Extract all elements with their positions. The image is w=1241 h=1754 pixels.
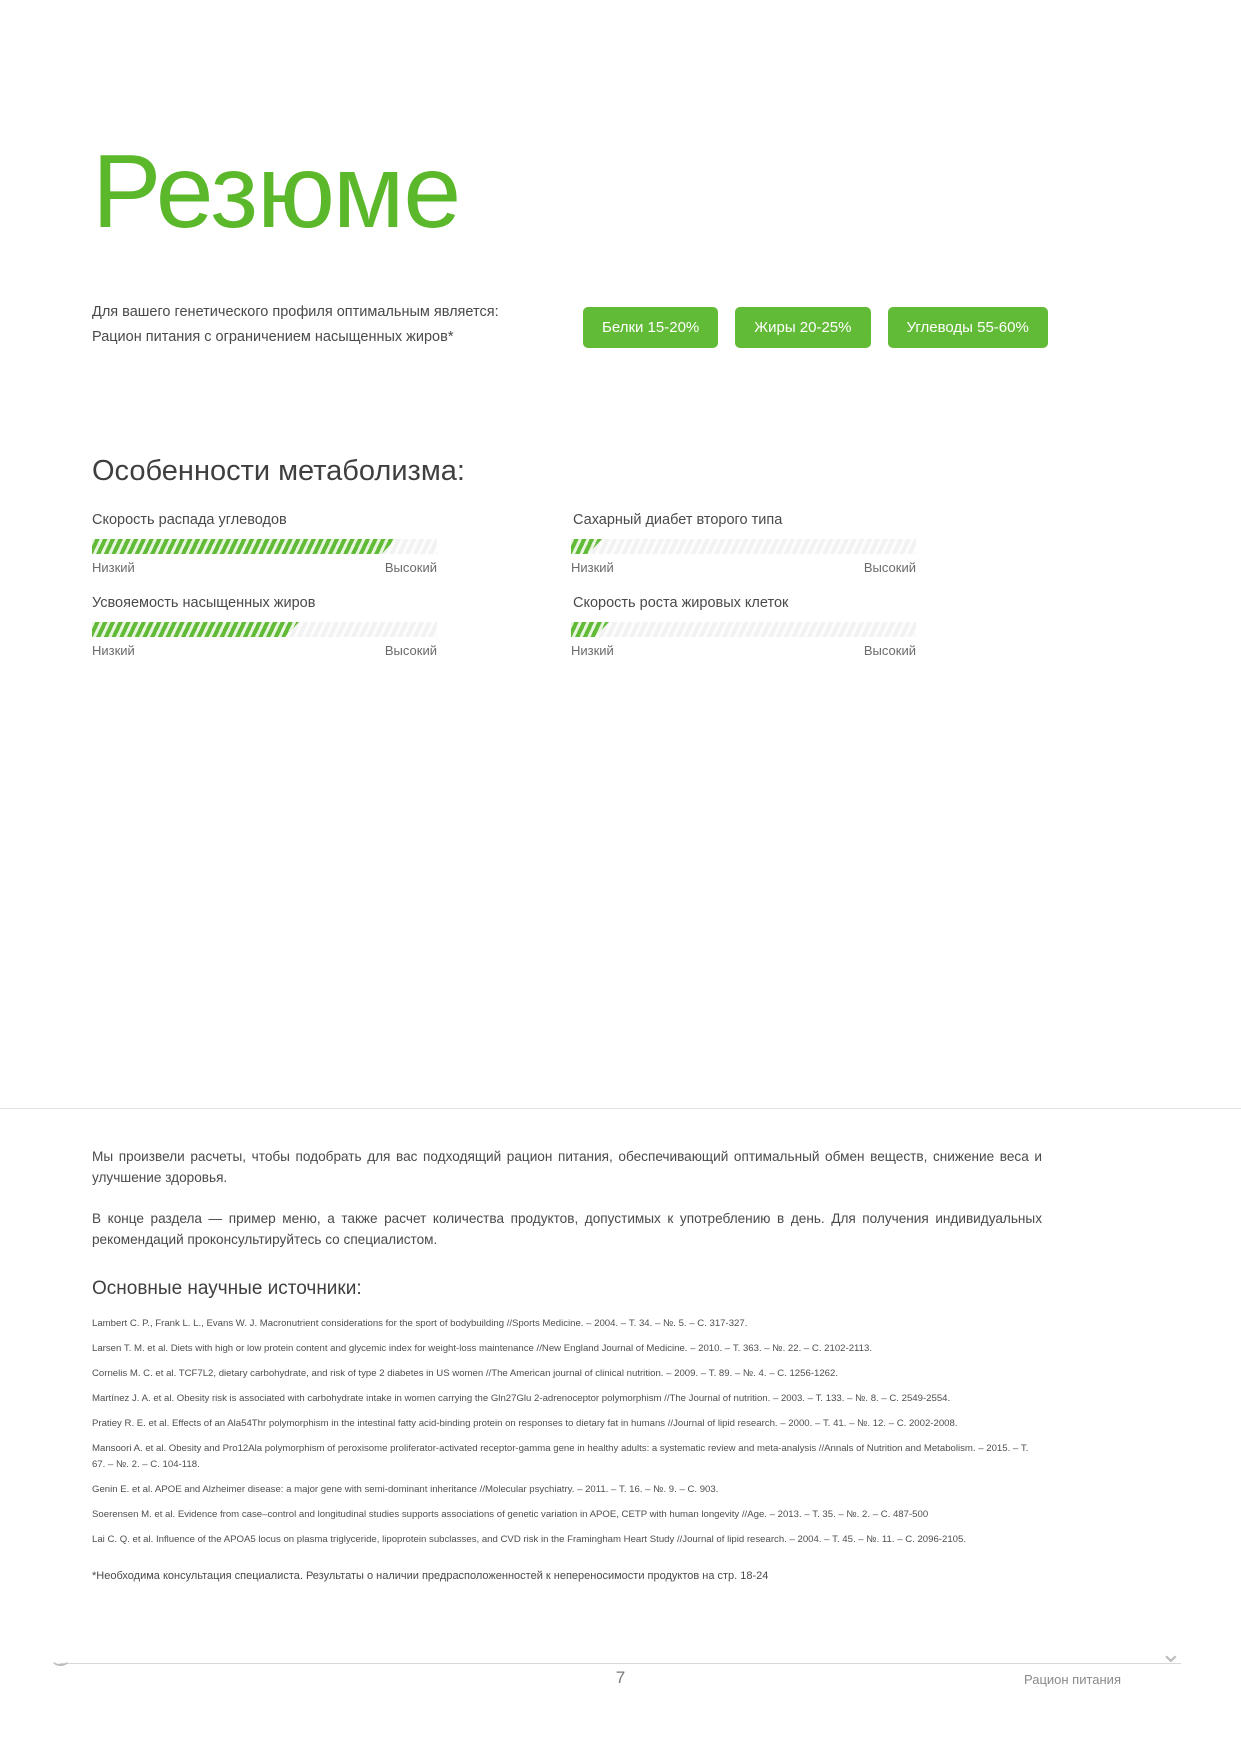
meter-row <box>92 595 1152 678</box>
source-item: Mansoori A. et al. Obesity and Pro12Ala polymorphism of peroxisome proliferator-activated receptor-gamma gene in healthy adults: a systematic review and meta-analysis //Annals of Nutrition and Metabolism. – 2015. – Т. 67. – №. 2. – С. 104-118. <box>92 1443 1029 1470</box>
meter-row <box>92 512 1152 595</box>
meter-track <box>571 539 916 554</box>
page-title: Резюме <box>92 134 461 250</box>
source-item: Genin E. et al. APOE and Alzheimer disease: a major gene with semi-dominant inheritance //Molecular psychiatry. – 2011. – Т. 16. – №. 9. – С. 903. <box>92 1484 719 1495</box>
source-item: Lai C. Q. et al. Influence of the APOA5 locus on plasma triglyceride, lipoprotein subclasses, and CVD risk in the Framingham Heart Study //Journal of lipid research. – 2004. – Т. 45. – №. 11. – С. 2096-2105. <box>92 1534 967 1545</box>
meter-scale <box>92 643 437 658</box>
meter-track <box>92 622 437 637</box>
page-number: 7 <box>615 1668 626 1687</box>
meter-fill <box>571 622 609 637</box>
meter-scale-low: Низкий <box>571 643 614 658</box>
footer-divider <box>60 1663 1181 1664</box>
section-divider <box>0 1108 1241 1109</box>
source-item: Martínez J. A. et al. Obesity risk is associated with carbohydrate intake in women carrying the Gln27Glu 2-adrenoceptor polymorphism //The Journal of nutrition. – 2003. – Т. 133. – №. 8. – С. 2549-2554. <box>92 1393 951 1404</box>
meter-scale-high: Высокий <box>863 560 916 575</box>
intro-line-2: Рацион питания с ограничением насыщенных жиров* <box>92 329 454 345</box>
meter-label: Сахарный диабет второго типа <box>573 512 783 528</box>
meter-track <box>571 622 916 637</box>
summary-paragraph-2: В конце раздела — пример меню, а также расчет количества продуктов, допустимых к употреблению в день. Для получения индивидуальных рекомендаций проконсультируйтесь со специалистом. <box>92 1211 1042 1247</box>
meter-scale <box>571 560 916 575</box>
source-item: Lambert C. P., Frank L. L., Evans W. J. Macronutrient considerations for the sport of bodybuilding //Sports Medicine. – 2004. – Т. 34. – №. 5. – С. 317-327. <box>92 1318 748 1329</box>
meter-label: Усвояемость насыщенных жиров <box>92 595 316 611</box>
meter-scale-low: Низкий <box>92 560 135 575</box>
meter-type2-diabetes <box>571 512 916 575</box>
summary-paragraph-1: Мы произвели расчеты, чтобы подобрать для вас подходящий рацион питания, обеспечивающий оптимальный обмен веществ, снижение веса и улучшение здоровья. <box>92 1149 1042 1185</box>
source-item: Larsen T. M. et al. Diets with high or low protein content and glycemic index for weight-loss maintenance //New England Journal of Medicine. – 2010. – Т. 363. – №. 22. – С. 2102-2113. <box>92 1343 872 1354</box>
meter-scale-high: Высокий <box>384 560 437 575</box>
footer-swash-left-icon: ⌣ <box>52 1646 70 1676</box>
macro-pill-carbs: Углеводы 55-60% <box>888 307 1048 348</box>
intro-line-1: Для вашего генетического профиля оптимальным является: <box>92 304 499 320</box>
source-item: Soerensen M. et al. Evidence from case–control and longitudinal studies supports associations of genetic variation in APOE, CETP with human longevity //Age. – 2013. – Т. 35. – №. 2. – С. 487-500 <box>92 1509 929 1520</box>
meter-label: Скорость распада углеводов <box>92 512 287 528</box>
meter-scale-high: Высокий <box>384 643 437 658</box>
footnote: *Необходима консультация специалиста. Результаты о наличии предрасположенностей к непереносимости продуктов на стр. 18-24 <box>92 1570 769 1582</box>
macro-pill-fat: Жиры 20-25% <box>735 307 870 348</box>
meter-scale-low: Низкий <box>571 560 614 575</box>
metabolism-heading: Особенности метаболизма: <box>92 455 465 487</box>
meter-label: Скорость роста жировых клеток <box>573 595 789 611</box>
meter-scale-high: Высокий <box>863 643 916 658</box>
meter-fill <box>92 622 299 637</box>
meter-fill <box>571 539 602 554</box>
footer-swash-right-icon: ⌄ <box>1160 1638 1182 1668</box>
source-item: Pratiey R. E. et al. Effects of an Ala54Thr polymorphism in the intestinal fatty acid-binding protein on responses to dietary fat in humans //Journal of lipid research. – 2000. – Т. 41. – №. 12. – С. 2002-2008. <box>92 1418 958 1429</box>
meter-scale <box>571 643 916 658</box>
source-item: Cornelis M. C. et al. TCF7L2, dietary carbohydrate, and risk of type 2 diabetes in US women //The American journal of clinical nutrition. – 2009. – Т. 89. – №. 4. – С. 1256-1262. <box>92 1368 839 1379</box>
meter-scale-low: Низкий <box>92 643 135 658</box>
meter-carb-breakdown-speed <box>92 512 437 575</box>
metabolism-meters <box>92 512 1152 678</box>
macro-pill-protein: Белки 15-20% <box>583 307 718 348</box>
sources-heading: Основные научные источники: <box>92 1278 362 1299</box>
meter-fill <box>92 539 396 554</box>
bottom-content <box>92 1146 1042 1582</box>
meter-fat-cell-growth-rate <box>571 595 916 658</box>
footer-caption: Рацион питания <box>1023 1672 1121 1687</box>
intro-block <box>92 300 572 350</box>
meter-saturated-fat-absorption <box>92 595 437 658</box>
macro-pill-group <box>583 307 1048 348</box>
meter-scale <box>92 560 437 575</box>
meter-track <box>92 539 437 554</box>
